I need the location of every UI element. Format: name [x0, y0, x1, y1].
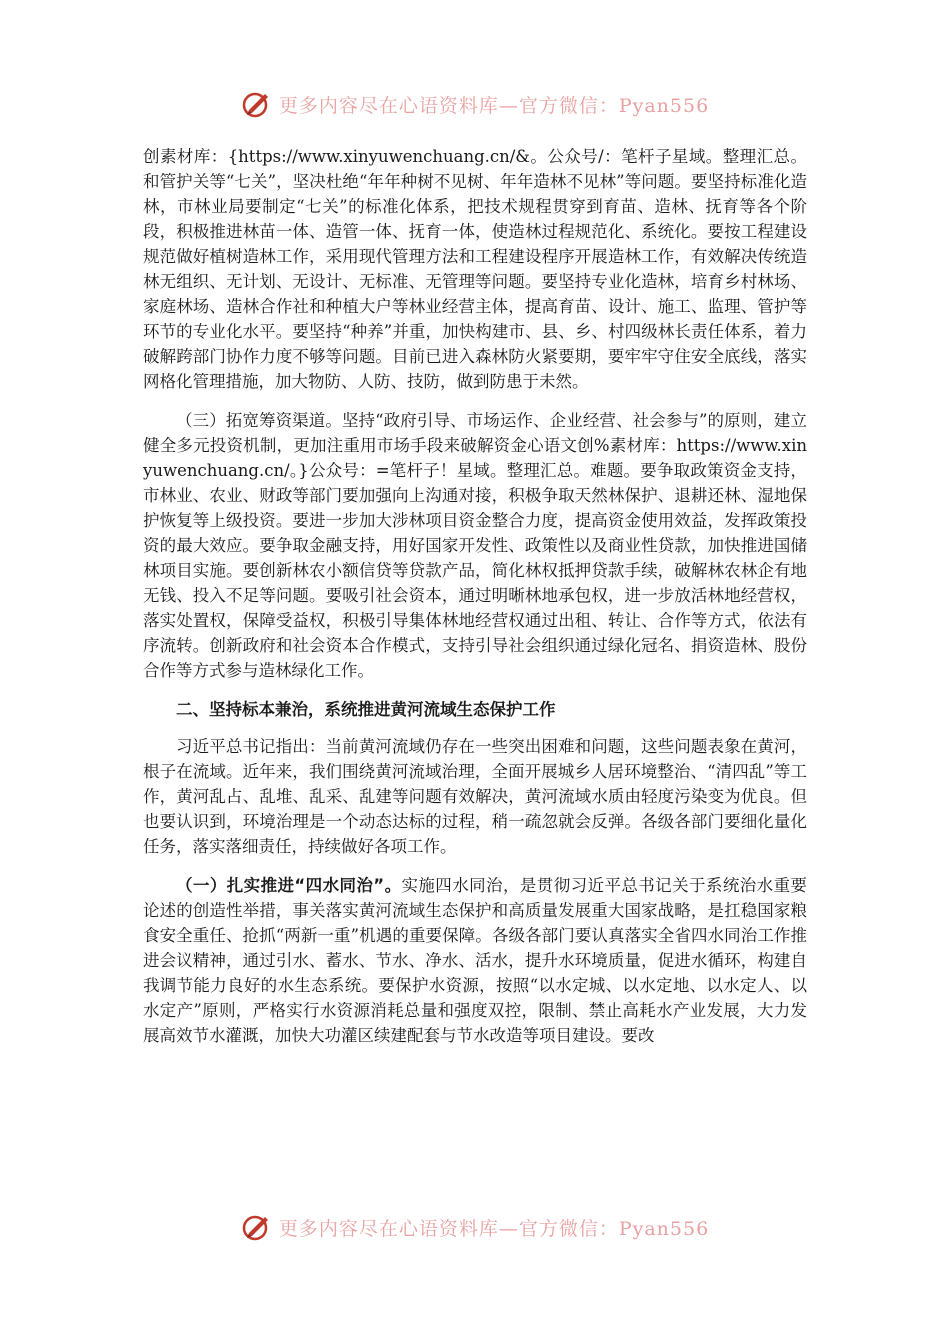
paragraph-4-lead: （一）扎实推进“四水同治”。 [176, 876, 402, 895]
paragraph-2: （三）拓宽筹资渠道。坚持“政府引导、市场运作、企业经营、社会参与”的原则，建立健全多元投资机制，更加注重用市场手段来破解资金心语文创%素材库：https://www.xinyuwenchuang.cn/。}公众号：=笔杆子！星域。整理汇总。难题。要争取政策资金支持，市林业、农业、财政等部门要加强向上沟通对接，积极争取天然林保护、退耕还林、湿地保护恢复等上级投资。要进一步加大涉林项目资金整合力度，提高资金使用效益，发挥政策投资的最大效应。要争取金融支持，用好国家开发性、政策性以及商业性贷款，加快推进国储林项目实施。要创新林农小额信贷等贷款产品，简化林权抵押贷款手续，破解林农林企有地无钱、投入不足等问题。要吸引社会资本，通过明晰林地承包权，进一步放活林地经营权，落实处置权，保障受益权，积极引导集体林地经营权通过出租、转让、合作等方式，依法有序流转。创新政府和社会资本合作模式，支持引导社会组织通过绿化冠名、捐资造林、股份合作等方式参与造林绿化工作。 [143, 411, 807, 680]
section-heading: 二、坚持标本兼治，系统推进黄河流域生态保护工作 [176, 700, 556, 719]
watermark-banner-top [0, 84, 950, 124]
watermark-text: 更多内容尽在心语资料库—官方微信：Pyan556 [278, 1217, 710, 1240]
pen-logo-icon [241, 1211, 273, 1243]
document-body [143, 144, 807, 1062]
paragraph-4-body: 实施四水同治，是贯彻习近平总书记关于系统治水重要论述的创造性举措，事关落实黄河流域生态保护和高质量发展重大国家战略，是扛稳国家粮食安全重任、抢抓“两新一重”机遇的重要保障。各级各部门要认真落实全省四水同治工作推进会议精神，通过引水、蓄水、节水、净水、活水，提升水环境质量，促进水循环，构建自我调节能力良好的水生态系统。要保护水资源，按照“以水定城、以水定地、以水定人、以水定产”原则，严格实行水资源消耗总量和强度双控，限制、禁止高耗水产业发展，大力发展高效节水灌溉，加快大功灌区续建配套与节水改造等项目建设。要改 [143, 876, 807, 1045]
paragraph-3: 习近平总书记指出：当前黄河流域仍存在一些突出困难和问题，这些问题表象在黄河，根子在流域。近年来，我们围绕黄河流域治理，全面开展城乡人居环境整治、“清四乱”等工作，黄河乱占、乱堆、乱采、乱建等问题有效解决，黄河流域水质由轻度污染变为优良。但也要认识到，环境治理是一个动态达标的过程，稍一疏忽就会反弹。各级各部门要细化量化任务，落实落细责任，持续做好各项工作。 [143, 737, 807, 856]
pen-logo-icon [241, 88, 273, 120]
paragraph-4 [143, 873, 807, 1048]
watermark-text: 更多内容尽在心语资料库—官方微信：Pyan556 [278, 94, 710, 117]
watermark-banner-bottom [0, 1207, 950, 1247]
paragraph-1: 创素材库：{https://www.xinyuwenchuang.cn/&。公众号/：笔杆子星域。整理汇总。和管护关等“七关”，坚决杜绝“年年种树不见树、年年造林不见林”等问题。要坚持标准化造林，市林业局要制定“七关”的标准化体系，把技术规程贯穿到育苗、造林、抚育等各个阶段，积极推进林苗一体、造管一体、抚育一体，使造林过程规范化、系统化。要按工程建设规范做好植树造林工作，采用现代管理方法和工程建设程序开展造林工作，有效解决传统造林无组织、无计划、无设计、无标准、无管理等问题。要坚持专业化造林，培育乡村林场、家庭林场、造林合作社和种植大户等林业经营主体，提高育苗、设计、施工、监理、管护等环节的专业化水平。要坚持“种养”并重，加快构建市、县、乡、村四级林长责任体系，着力破解跨部门协作力度不够等问题。目前已进入森林防火紧要期，要牢牢守住安全底线，落实网格化管理措施，加大物防、人防、技防，做到防患于未然。 [143, 147, 807, 391]
